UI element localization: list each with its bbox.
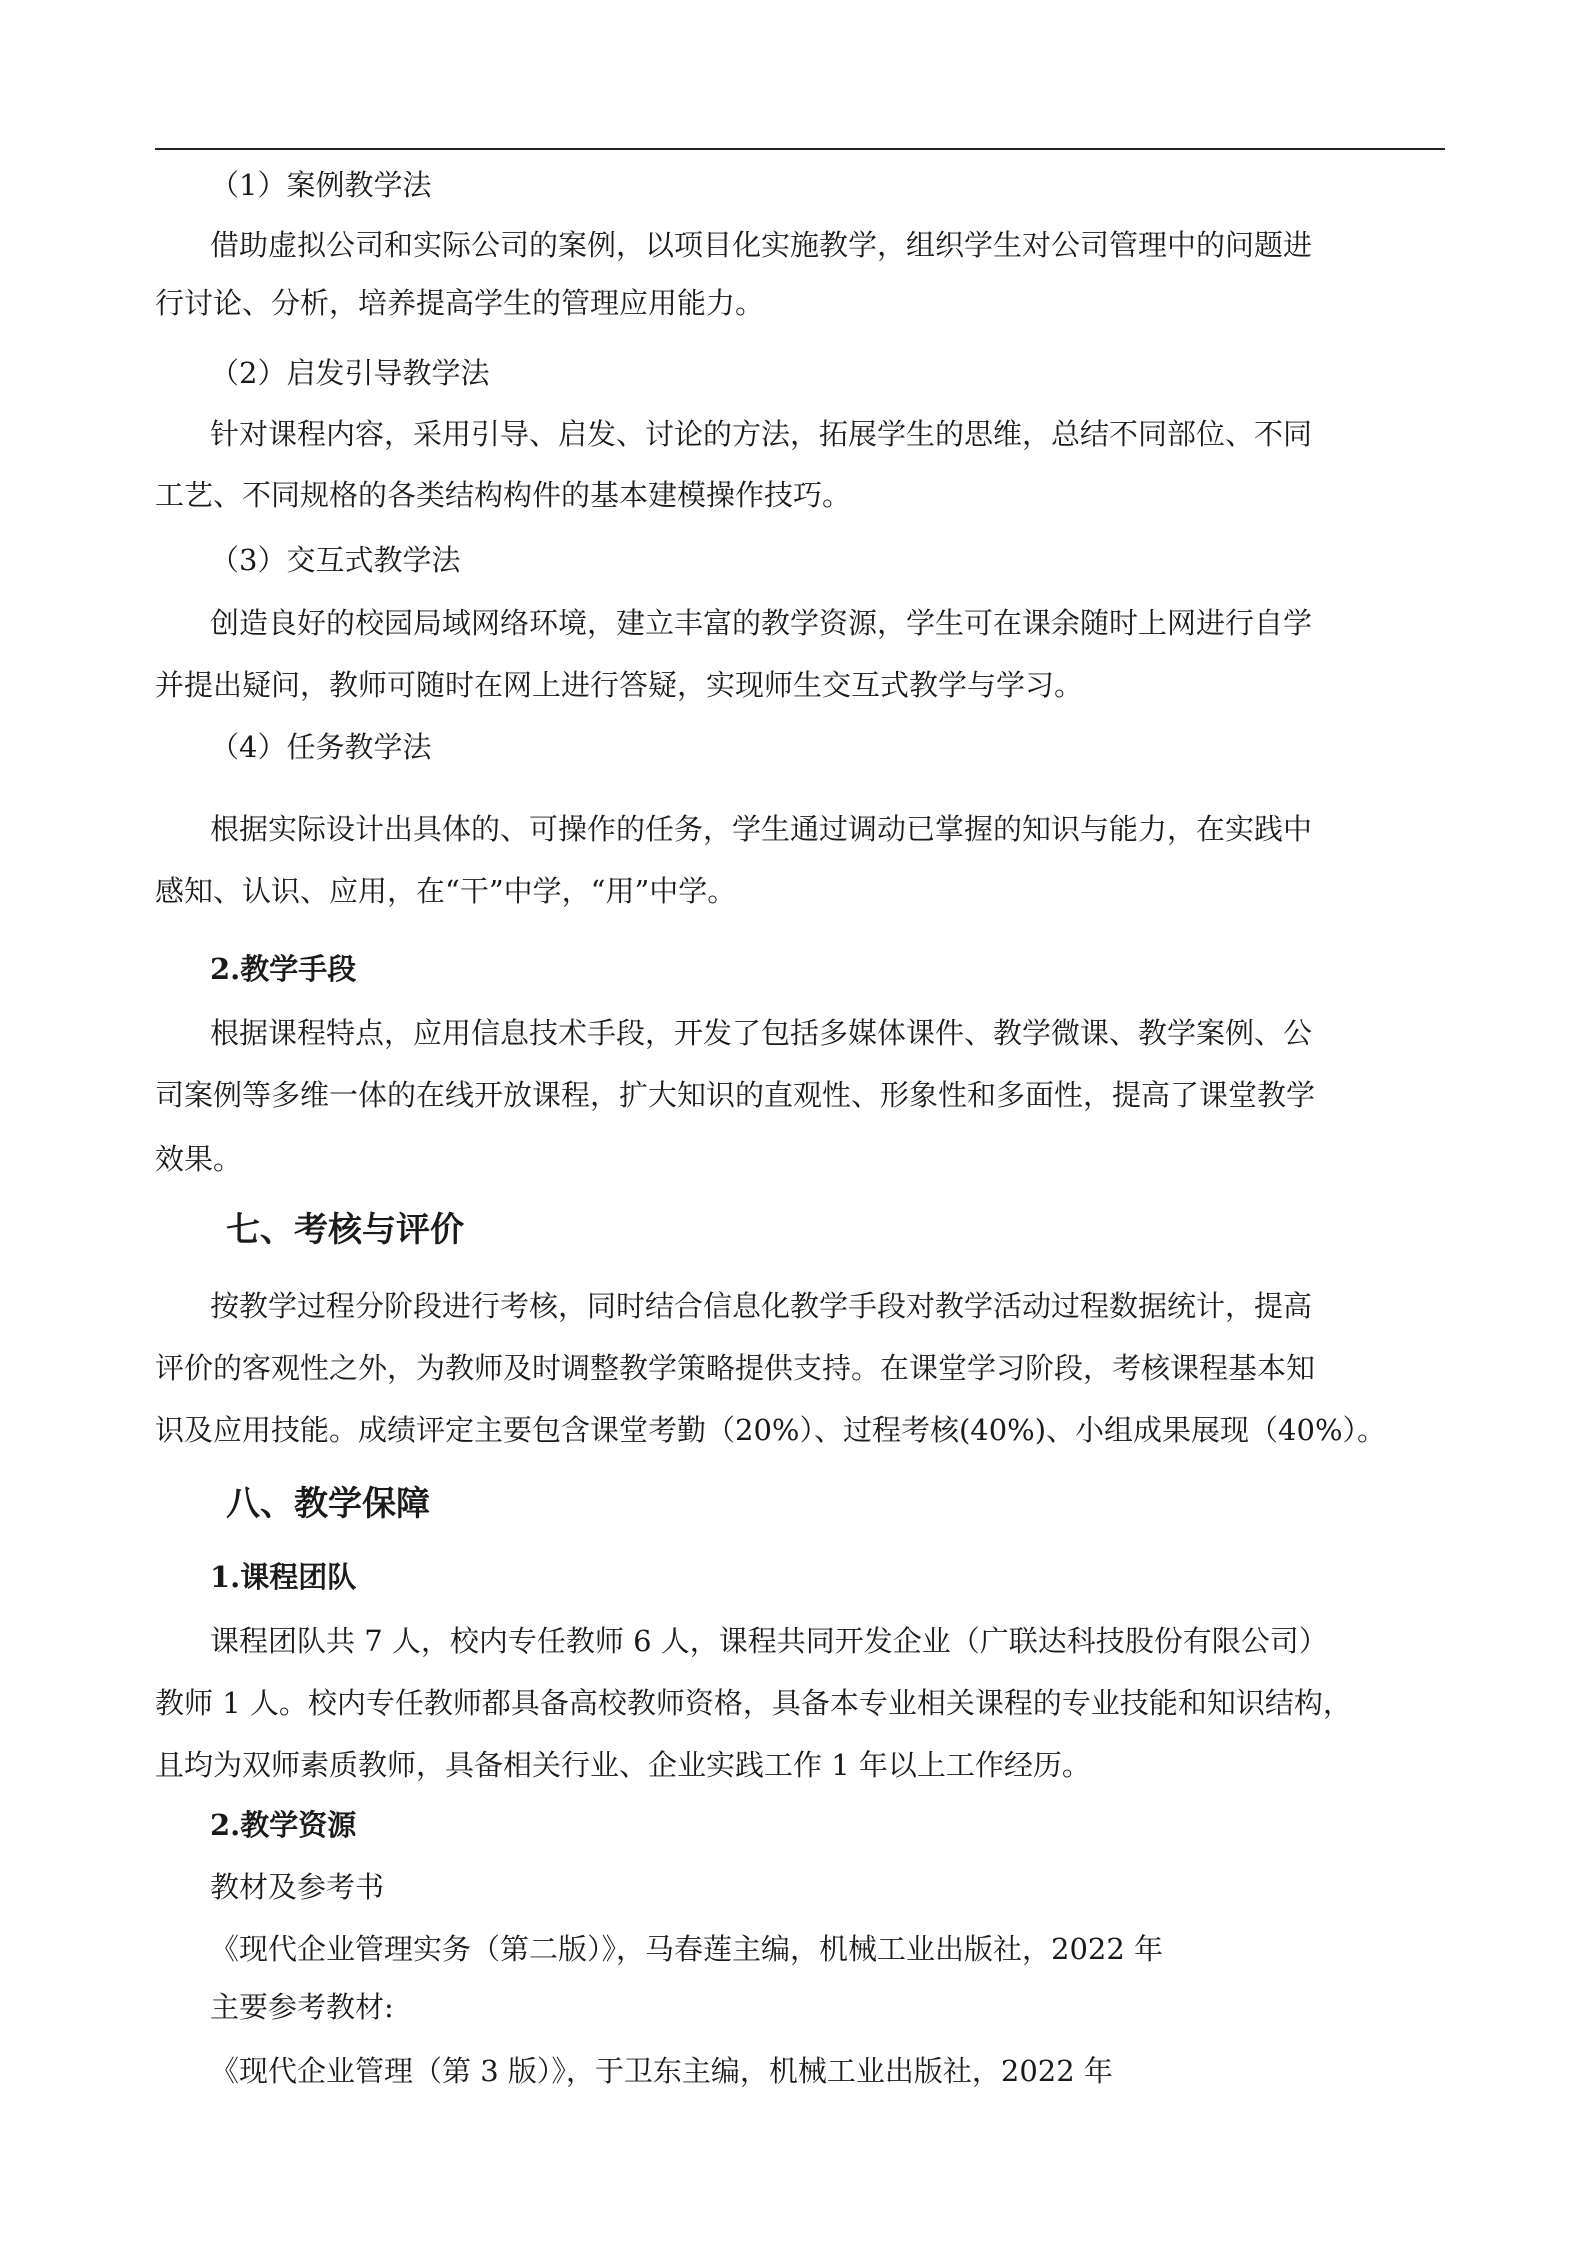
teaching-means-line-3: 效果。 (155, 1142, 243, 1176)
header-rule (155, 148, 1445, 150)
item-4-title: （4）任务教学法 (210, 730, 432, 764)
item-2-paragraph-line-1: 针对课程内容，采用引导、启发、讨论的方法，拓展学生的思维，总结不同部位、不同 (210, 417, 1313, 451)
section-7-heading: 七、考核与评价 (226, 1210, 464, 1250)
item-2-paragraph-line-2: 工艺、不同规格的各类结构构件的基本建模操作技巧。 (155, 478, 852, 512)
section-7-line-3: 识及应用技能。成绩评定主要包含课堂考勤（20%）、过程考核(40%)、小组成果展现（40%）。 (155, 1413, 1387, 1447)
item-4-paragraph-line-1: 根据实际设计出具体的、可操作的任务，学生通过调动已掌握的知识与能力，在实践中 (210, 812, 1313, 846)
course-team-line-1: 课程团队共 7 人，校内专任教师 6 人，课程共同开发企业（广联达科技股份有限公司） (210, 1624, 1328, 1658)
teaching-means-line-1: 根据课程特点，应用信息技术手段，开发了包括多媒体课件、教学微课、教学案例、公 (210, 1016, 1313, 1050)
resources-line-4: 《现代企业管理（第 3 版）》，于卫东主编，机械工业出版社，2022 年 (210, 2054, 1113, 2088)
item-4-paragraph-line-2: 感知、认识、应用，在“干”中学，“用”中学。 (155, 874, 737, 908)
resources-line-3: 主要参考教材: (210, 1990, 394, 2024)
teaching-means-heading: 2.教学手段 (210, 952, 357, 986)
item-1-paragraph-line-1: 借助虚拟公司和实际公司的案例，以项目化实施教学，组织学生对公司管理中的问题进 (210, 228, 1313, 262)
resources-line-2: 《现代企业管理实务（第二版）》，马春莲主编，机械工业出版社，2022 年 (210, 1932, 1164, 1966)
item-3-paragraph-line-1: 创造良好的校园局域网络环境，建立丰富的教学资源，学生可在课余随时上网进行自学 (210, 606, 1313, 640)
teaching-resources-heading: 2.教学资源 (210, 1808, 357, 1842)
item-1-paragraph-line-2: 行讨论、分析，培养提高学生的管理应用能力。 (155, 286, 765, 320)
section-7-line-1: 按教学过程分阶段进行考核，同时结合信息化教学手段对教学活动过程数据统计，提高 (210, 1289, 1313, 1323)
teaching-means-line-2: 司案例等多维一体的在线开放课程，扩大知识的直观性、形象性和多面性，提高了课堂教学 (155, 1078, 1316, 1112)
section-8-heading: 八、教学保障 (226, 1484, 430, 1524)
course-team-line-3: 且均为双师素质教师，具备相关行业、企业实践工作 1 年以上工作经历。 (155, 1748, 1091, 1782)
item-3-title: （3）交互式教学法 (210, 543, 461, 577)
item-2-title: （2）启发引导教学法 (210, 356, 490, 390)
resources-line-1: 教材及参考书 (210, 1870, 385, 1904)
course-team-line-2: 教师 1 人。校内专任教师都具备高校教师资格，具备本专业相关课程的专业技能和知识结构， (155, 1686, 1352, 1720)
section-7-line-2: 评价的客观性之外，为教师及时调整教学策略提供支持。在课堂学习阶段，考核课程基本知 (155, 1351, 1316, 1385)
course-team-heading: 1.课程团队 (210, 1560, 357, 1594)
item-1-title: （1）案例教学法 (210, 168, 432, 202)
item-3-paragraph-line-2: 并提出疑问，教师可随时在网上进行答疑，实现师生交互式教学与学习。 (155, 668, 1084, 702)
